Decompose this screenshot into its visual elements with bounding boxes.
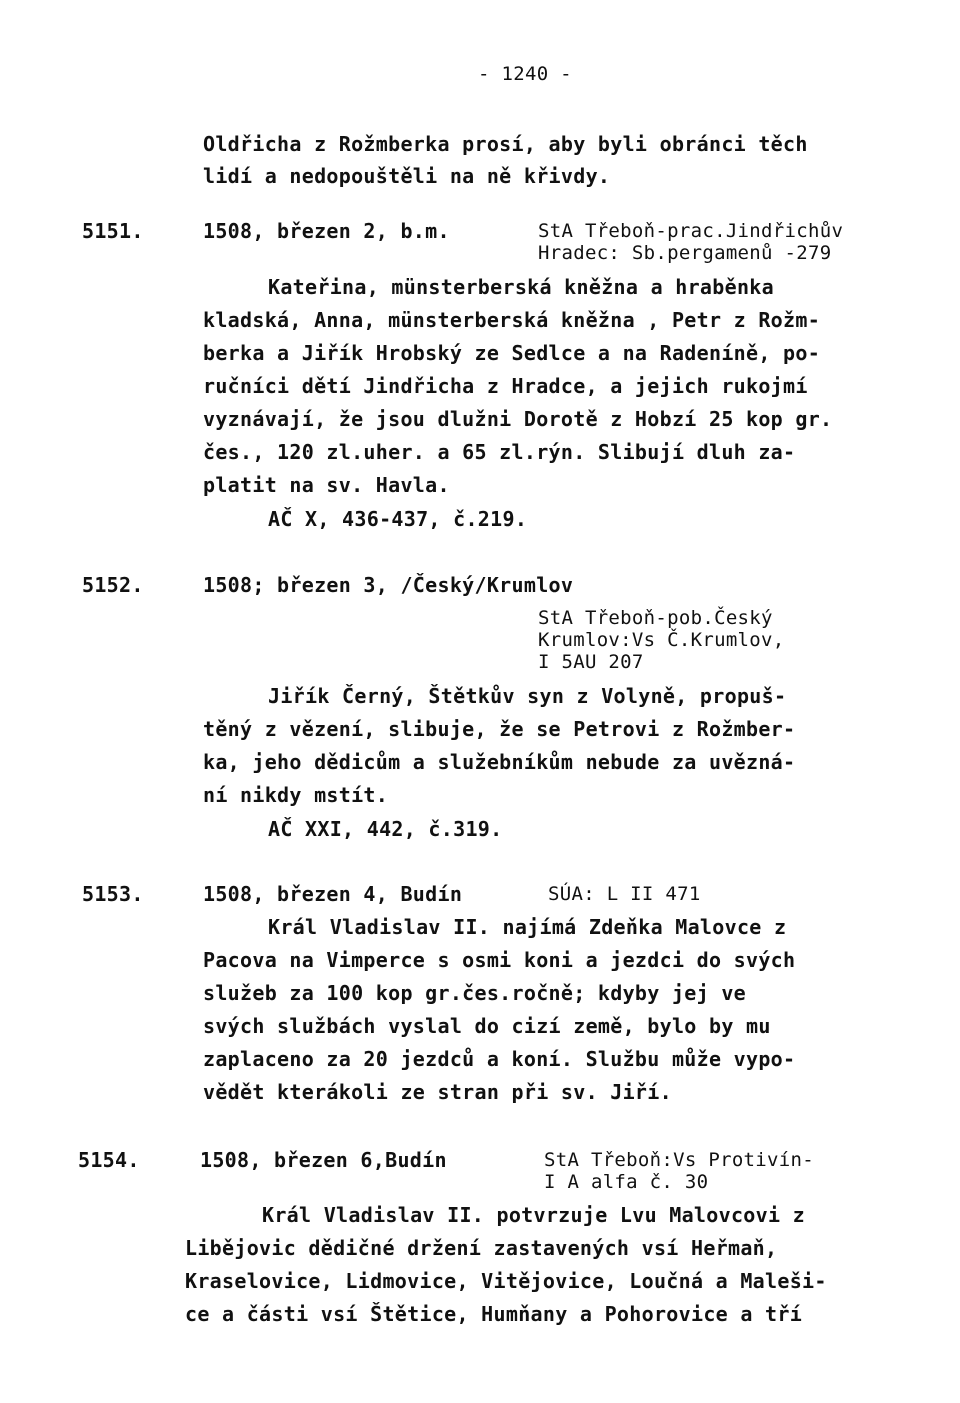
entry-number: 5153. [82,882,144,906]
entry-text-line: ní nikdy mstít. [203,783,389,807]
entry-text-line: Jiřík Černý, Štětkův syn z Volyně, propuš- [268,684,787,708]
entry-source: I 5AU 207 [538,651,644,673]
entry-text-line: berka a Jiřík Hrobský ze Sedlce a na Radeníně, po- [203,341,821,365]
entry-source: StA Třeboň:Vs Protivín- [544,1149,814,1171]
entry-text-line: vědět kterákoli ze stran při sv. Jiří. [203,1080,672,1104]
entry-text-line: ka, jeho dědicům a služebníkům nebude za uvězná- [203,750,796,774]
entry-text-line: služeb za 100 kop gr.čes.ročně; kdyby jej ve [203,981,747,1005]
entry-reference: AČ X, 436-437, č.219. [268,507,528,531]
entry-text-line: vyznávají, že jsou dlužni Dorotě z Hobzí 25 kop gr. [203,407,833,431]
entry-source: StA Třeboň-pob.Český [538,607,773,629]
entry-number: 5152. [82,573,144,597]
text-line: Oldřicha z Rožmberka prosí, aby byli obránci těch [203,132,808,156]
entry-text-line: Libějovic dědičné držení zastavených vsí Heřmaň, [185,1236,778,1260]
text-line: lidí a nedopouštěli na ně křivdy. [203,164,611,188]
entry-date: 1508, březen 2, b.m. [203,219,450,243]
entry-source: Krumlov:Vs Č.Krumlov, [538,629,785,651]
entry-text-line: Král Vladislav II. potvrzuje Lvu Malovcovi z [262,1203,806,1227]
entry-date: 1508; březen 3, /Český/Krumlov [203,573,574,597]
entry-text-line: těný z vězení, slibuje, že se Petrovi z Rožmber- [203,717,796,741]
entry-text-line: kladská, Anna, münsterberská kněžna , Petr z Rožm- [203,308,821,332]
entry-text-line: čes., 120 zl.uher. a 65 zl.rýn. Slibují dluh za- [203,440,796,464]
entry-source: Hradec: Sb.pergamenů -279 [538,242,832,264]
entry-text-line: Kateřina, münsterberská kněžna a hraběnka [268,275,774,299]
entry-text-line: Král Vladislav II. najímá Zdeňka Malovce z [268,915,787,939]
entry-text-line: platit na sv. Havla. [203,473,450,497]
entry-source: SÚA: L II 471 [548,883,701,905]
entry-date: 1508, březen 4, Budín [203,882,463,906]
entry-number: 5154. [78,1148,140,1172]
entry-number: 5151. [82,219,144,243]
entry-text-line: zaplaceno za 20 jezdců a koní. Službu může vypo- [203,1047,796,1071]
entry-text-line: ručníci dětí Jindřicha z Hradce, a jejich rukojmí [203,374,808,398]
entry-text-line: svých službách vyslal do cizí země, bylo by mu [203,1014,771,1038]
page-number: - 1240 - [478,63,572,85]
entry-text-line: ce a části vsí Štětice, Humňany a Pohorovice a tří [185,1302,803,1326]
entry-source: StA Třeboň-prac.Jindřichův [538,220,844,242]
entry-date: 1508, březen 6,Budín [200,1148,447,1172]
entry-text-line: Pacova na Vimperce s osmi koni a jezdci do svých [203,948,796,972]
entry-reference: AČ XXI, 442, č.319. [268,817,503,841]
entry-text-line: Kraselovice, Lidmovice, Vitějovice, Loučná a Maleši- [185,1269,827,1293]
entry-source: I A alfa č. 30 [544,1171,709,1193]
